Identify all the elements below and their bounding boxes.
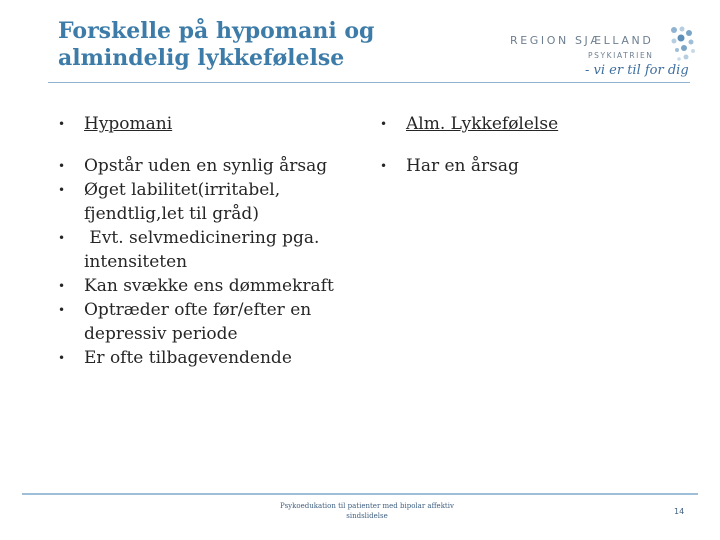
list-item bbox=[58, 178, 358, 226]
region-sjaelland-logo bbox=[505, 24, 695, 88]
bullet-icon: • bbox=[58, 231, 66, 245]
logo-region-text: REGION SJÆLLAND bbox=[510, 34, 654, 47]
list-item-text: Optræder ofte før/efter en depressiv periode bbox=[84, 300, 312, 344]
list-item-text: Øget labilitet(irritabel, fjendtlig,let til gråd) bbox=[84, 180, 281, 224]
hypomani-column bbox=[58, 112, 358, 370]
list-item-text: Kan svække ens dømmekraft bbox=[84, 276, 334, 296]
list-item bbox=[58, 226, 358, 274]
bullet-icon: • bbox=[58, 183, 66, 197]
footer-caption: Psykoedukation til patienter med bipolar affektiv sindslidelse bbox=[280, 502, 454, 520]
logo-tagline: - vi er til for dig bbox=[585, 63, 689, 78]
list-item-text: Har en årsag bbox=[406, 156, 519, 176]
lykkefolelse-heading-text: Alm. Lykkefølelse bbox=[406, 114, 559, 134]
list-item bbox=[58, 274, 358, 298]
bullet-icon: • bbox=[380, 117, 388, 131]
footer-divider bbox=[22, 493, 698, 495]
bullet-icon: • bbox=[58, 303, 66, 317]
logo-dots-icon bbox=[668, 26, 696, 66]
bullet-icon: • bbox=[58, 117, 66, 131]
bullet-icon: • bbox=[58, 351, 66, 365]
bullet-icon: • bbox=[58, 279, 66, 293]
slide-title: Forskelle på hypomani og almindelig lykkefølelse bbox=[58, 18, 375, 71]
logo-division-text: PSYKIATRIEN bbox=[588, 51, 654, 60]
list-item-text: Er ofte tilbagevendende bbox=[84, 348, 292, 368]
list-item bbox=[380, 154, 680, 178]
page-number: 14 bbox=[674, 507, 685, 516]
list-item-text: Evt. selvmedicinering pga. intensiteten bbox=[84, 228, 325, 272]
lykkefolelse-column bbox=[380, 112, 680, 178]
list-item-text: Opstår uden en synlig årsag bbox=[84, 156, 328, 176]
hypomani-heading bbox=[58, 112, 358, 136]
list-item bbox=[58, 298, 358, 346]
lykkefolelse-heading bbox=[380, 112, 680, 136]
bullet-icon: • bbox=[58, 159, 66, 173]
list-item bbox=[58, 346, 358, 370]
list-item bbox=[58, 154, 358, 178]
bullet-icon: • bbox=[380, 159, 388, 173]
hypomani-heading-text: Hypomani bbox=[84, 114, 173, 134]
